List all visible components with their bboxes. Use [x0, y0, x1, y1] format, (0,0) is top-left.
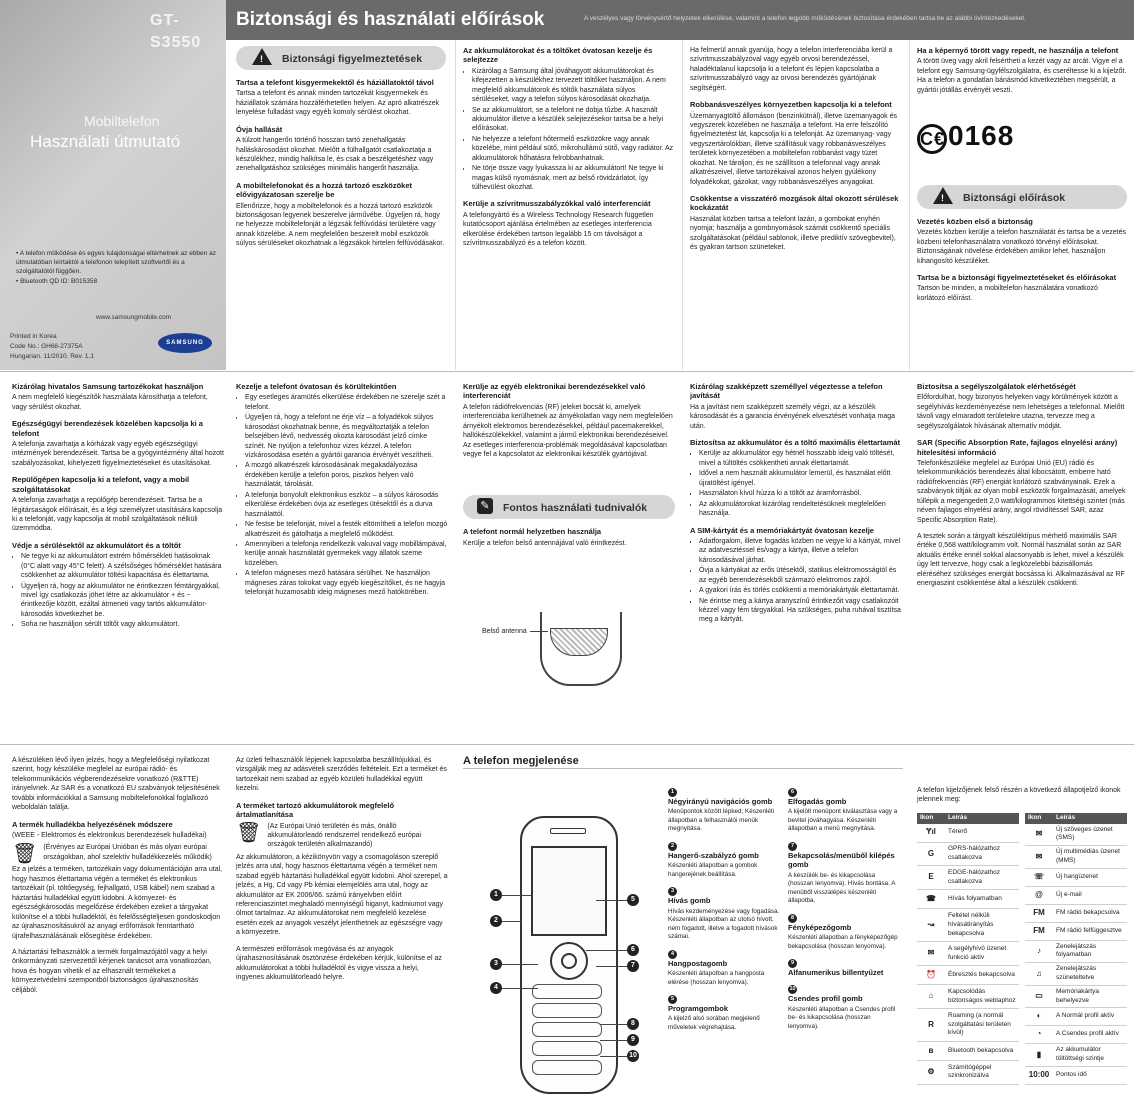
icon-description: A Normál profil aktív — [1053, 1008, 1127, 1026]
bullet-list — [690, 537, 902, 625]
section-text: Kerülje a telefon belső antennájával való érintkezést. — [463, 539, 627, 547]
section-text: Az üzleti felhasználók lépjenek kapcsolatba beszállítójukkal, és vizsgálják meg az adásvételi szerződés feltételeit. Ezt a terméket és tartozékait nem szabad az egyéb közületi hulladékkal együtt kezelni. — [236, 757, 447, 793]
callout-marker: 7 — [627, 960, 639, 972]
status-icon: @ — [1025, 886, 1053, 904]
icon-col-header: Ikon — [917, 813, 945, 824]
explosive-column — [690, 46, 902, 366]
keypad-row — [532, 984, 602, 999]
table-row — [917, 1060, 1019, 1084]
callout-marker: 6 — [627, 944, 639, 956]
section-heading: Vezetés közben első a biztonság — [917, 216, 1033, 226]
list-item: • Egy esetleges áramütés elkerülése érdekében ne szerelje szét a telefont. — [245, 393, 448, 412]
status-icon: ⌂ — [917, 985, 945, 1009]
icon-table-left — [917, 813, 1019, 1085]
table-row — [1025, 824, 1127, 846]
key-desc: Készenléti állapotban a Csendes profil be- és kikapcsolása (hosszan lenyomva). — [788, 1005, 896, 1030]
key-desc: A kijelző alsó sorában megjelenő műveletek végrehajtása. — [668, 1015, 760, 1031]
section-text: A telefonja zavarhatja a repülőgép berendezéseit. Tartsa be a légitársaságok előírásait, és a légi személyzet utasítására kapcsolja ki a telefonját, vagy kapcsolja át mobil szolgáltatások nélküli üzemmódba. — [12, 497, 223, 533]
table-row — [917, 1008, 1019, 1041]
section-heading: Védje a sérülésektől az akkumulátort és a töltőt — [12, 540, 181, 550]
icon-description: Zenelejátszás szüneteltetve — [1053, 963, 1127, 986]
section-heading: Egészségügyi berendezések közelében kapcsolja ki a telefont — [12, 419, 203, 438]
icon-description: Zenelejátszás folyamatban — [1053, 940, 1127, 963]
list-item: • Ne tegye ki az akkumulátort extrém hőmérsékleti hatásoknak (0°C alatt vagy 45°C felett). A szélsőséges hőmérséklet hatására csökkenhet az akkumulátor töltési kapacitása és élettartama. — [21, 552, 224, 580]
table-row — [1025, 846, 1127, 869]
caution-icon: ! — [933, 187, 953, 204]
section-text: A készüléken lévő ilyen jelzés, hogy a Megfelelőségi nyilatkozat szerint, hogy készüléke megfelel az európai rádió- és telekommunikációs végberendezésekre vonatkozó (R&TTE) irányelvnek. Az SAR és a vonatkozó EU szabványok teljesítésének további információkkal a Samsung mobiltelefonokkal foglalkozó weboldalán találja. — [12, 757, 220, 812]
table-row — [1025, 886, 1127, 904]
key-list-a — [668, 788, 782, 1108]
list-item: • Óvja a kártyákat az erős ütésektől, statikus elektromosságtól és az egyéb berendezésekből származó elektromos zajtól. — [699, 566, 902, 585]
status-icon: ⏰ — [917, 966, 945, 985]
divider — [0, 744, 1134, 745]
bullet-list — [690, 449, 902, 518]
warning-icon: ! — [252, 48, 272, 65]
status-icon: FM — [1025, 904, 1053, 922]
divider — [455, 40, 456, 370]
website-link[interactable]: www.samsungmobile.com — [96, 314, 172, 321]
status-icon: 10:00 — [1025, 1066, 1053, 1084]
table-row — [1025, 1044, 1127, 1067]
section-heading: Kerülje az egyéb elektronikai berendezésekkel való interferenciát — [463, 382, 646, 401]
list-item: • Használaton kívül húzza ki a töltőt az áramforrásból. — [699, 489, 902, 498]
keypad-row — [532, 1022, 602, 1037]
section-heading: Kizárólag hivatalos Samsung tartozékokat használjon — [12, 382, 204, 391]
table-row — [917, 890, 1019, 909]
section-text: Az akkumulátoron, a kézikönyvön vagy a csomagoláson szereplő jelzés arra utal, hogy hasznos élettartama végén a terméket nem szabad egyéb háztartási hulladékkal együtt kidobni. Ahol szerepel, a jelzés, a Hg, Cd vagy Pb kémiai elemjelölés arra utal, hogy az akkumulátor az EK 2006/66. számú irányelvben előírt referenciaszintet meghaladó mennyiségű higanyt, kadmiumot vagy ólmot tartalmaz. Az akkumulátorokat nem megfelelő kezelése esetén ezek az anyagok veszélyt jelenthetnek az egészségre vagy a környezetre. — [236, 853, 448, 937]
section-heading: Repülőgépen kapcsolja ki a telefont, vagy a mobil szolgáltatásokat — [12, 475, 190, 494]
icon-description: Feltétel nélküli hívásátirányítás bekapcsolva — [945, 909, 1019, 942]
key-desc: Készenléti állapotban a hangposta elérése (hosszan lenyomva). — [668, 970, 765, 986]
key-name: Programgombok — [668, 1004, 729, 1013]
callout-marker: 3 — [490, 958, 502, 970]
emergency-column — [917, 382, 1127, 738]
service-column — [690, 382, 902, 738]
list-item: • A telefonja bonyolult elektronikus eszköz – a súlyos károsodás elkerülése érdekében óvja az esetleges ütésektől és a durva használattól. — [245, 491, 448, 519]
divider — [0, 371, 1134, 372]
precautions-column — [917, 46, 1127, 366]
key-name: Fényképezőgomb — [788, 922, 852, 932]
status-icon: ♪ — [1025, 940, 1053, 963]
disposal-column — [12, 756, 224, 1110]
table-row — [1025, 940, 1127, 963]
key-name: Négyirányú navigációs gomb — [668, 797, 773, 806]
icon-description: Ébresztés bekapcsolva — [945, 966, 1019, 985]
callout-marker: 1 — [490, 889, 502, 901]
ce-mark: C€ 0168 — [917, 117, 1127, 155]
section-subtitle: (WEEE - Elektromos és elektronikus berendezések hulladékai) — [12, 832, 207, 839]
icon-description: Kapcsolódás biztonságos weblaphoz — [945, 985, 1019, 1009]
key-desc: Készenléti állapotban a gombok hangerejének beállítása. — [668, 862, 758, 878]
icon-description: Számítógéppel szinkronizálva — [945, 1060, 1019, 1084]
list-item: • Ügyeljen rá, hogy a telefont ne érje víz – a folyadékok súlyos károsodást okozhatnak benne, és megváltoztatják a telefon belsejében lévő, nedvesség okozta károsodást jelző címke színét. Ne nyúljon a telefonhoz vizes kézzel. A telefon vízkárosodása esetén a gyártói garancia érvényét veszítheti. — [245, 413, 448, 460]
status-icon: FM — [1025, 922, 1053, 940]
status-icon: G — [917, 842, 945, 866]
note-icon: ✎ — [477, 498, 493, 514]
table-row — [1025, 985, 1127, 1008]
bullet-list — [463, 67, 675, 193]
header-note: A veszélyes vagy törvénysértő helyzetek elkerülése, valamint a telefon legjobb működésének biztosítása érdekében tartsa be az alábbi óvintézkedéseket. — [584, 15, 1026, 22]
crossed-bin-icon: 🗑 — [12, 843, 38, 866]
status-icon: R — [917, 1008, 945, 1041]
status-icon: ⚙ — [917, 1060, 945, 1084]
callout-line — [586, 950, 627, 951]
accessories-column — [12, 382, 224, 738]
callout-marker: 4 — [490, 982, 502, 994]
confirm-key — [561, 953, 577, 969]
keypad-row — [532, 1041, 602, 1056]
icon-description: EDGE-hálózathoz csatlakozva — [945, 866, 1019, 890]
samsung-logo: SAMSUNG — [158, 333, 212, 353]
weee-block — [12, 843, 224, 865]
divider — [909, 40, 910, 370]
key-item — [668, 887, 782, 941]
key-item — [788, 788, 902, 834]
section-text: A telefon rádiófrekvenciás (RF) jeleket bocsát ki, amelyek interferenciába kerülhetnek az árnyékolatlan vagy nem megfelelően árnyékolt elektromos berendezésekkel, például pacemakerekkel, hallókészülékekkel, valamint a jármű elektronikai berendezéseivel. Az esetleges interferencia-problémák megoldásával kapcsolatban vegye fel a kapcsolatot az elektronikai készülék gyártójával. — [463, 403, 673, 458]
key-desc: Menüpontok között lépked; Készenléti állapotban a felhasználói menük megnyitása. — [668, 808, 775, 833]
callout-line — [596, 900, 627, 901]
list-item: • Ügyeljen rá, hogy az akkumulátor ne érintkezzen fémtárgyakkal, mivel így csatlakozás jöhet létre az akkumulátor + és − érintkezője között, ezáltal átmeneti vagy tartós akkumulátor-károsodás következhet be. — [21, 582, 224, 620]
section-note: (Az Európai Unió területén és más, önálló akkumulátorleadó rendszerrel rendelkező európai országok területén alkalmazandó) — [267, 822, 422, 849]
key-name: Hangpostagomb — [668, 958, 728, 968]
status-icon: ↝ — [917, 909, 945, 942]
warnings-box — [236, 46, 446, 70]
key-name: Hívás gomb — [668, 896, 711, 906]
section-heading: A SIM-kártyát és a memóriakártyát óvatosan kezelje — [690, 525, 874, 535]
icon-description: GPRS-hálózathoz csatlakozva — [945, 842, 1019, 866]
section-text: Ha felmerül annak gyanúja, hogy a telefon interferenciába kerül a szívritmusszabályzóval vagy egyéb orvosi berendezéssel, haladéktalanul kapcsolja ki a telefont és lépjen kapcsolatba a szívritmusszabályzó vagy az orvosi berendezés gyártójának segítségért. — [690, 47, 893, 92]
icon-col-header: Ikon — [1025, 813, 1053, 824]
list-item: • Ne festse be telefonját, mivel a festék eltömítheti a telefon mozgó alkatrészeit és gátolhatja a megfelelő működést. — [245, 520, 448, 539]
icon-description: FM rádió bekapcsolva — [1053, 904, 1127, 922]
section-text: Előfordulhat, hogy bizonyos helyeken vagy körülmények között a segélyhívás kezdeményezése nem lehetséges a telefonnal. Mielőtt távoli vagy elmaradott területekre utazna, tervezze meg a segélyszolgálatok hívásának alternatív módját. — [917, 394, 1125, 430]
key-item — [668, 995, 782, 1032]
list-item: • Ne törje össze vagy lyukassza ki az akkumulátort! Ne tegye ki magas külső nyomásnak, mert az belső rövidzárlatot, így túlhevülést okozhat. — [472, 164, 675, 192]
list-item: • Se az akkumulátort, se a telefont ne dobja tűzbe. A használt akkumulátor illetve a készülék selejtezésekor tartsa be a helyi előírásokat. — [472, 106, 675, 134]
section-heading: Biztosítsa a segélyszolgálatok elérhetőségét — [917, 382, 1076, 391]
section-text: Ha a javítást nem szakképzett személy végzi, az a készülék károsodását és a garancia érvényének elvesztését vonhatja maga után. — [690, 403, 896, 430]
callout-line — [502, 988, 538, 989]
batteries-column — [463, 46, 675, 366]
icon-description: Roaming (a normál szolgáltatási területen kívül) — [945, 1008, 1019, 1041]
keypad-row — [532, 1003, 602, 1018]
key-item — [668, 842, 782, 879]
list-item: • Soha ne használjon sérült töltőt vagy akkumulátort. — [21, 620, 224, 629]
section-heading: Kezelje a telefont óvatosan és körültekintően — [236, 382, 397, 391]
key-number: 3 — [668, 887, 677, 896]
list-item: • Kerülje az akkumulátor egy hétnél hosszabb ideig való töltését, mivel a túltöltés csökkentheti annak élettartamát. — [699, 449, 902, 468]
handling-column — [236, 382, 448, 738]
table-row — [917, 842, 1019, 866]
callout-line — [600, 1056, 627, 1057]
section-text: Használat közben tartsa a telefont lazán, a gombokat enyhén nyomja; használja a gombnyomások számát csökkentő speciális szolgáltatásokat (például sablonok, illetve prediktív szövegbevitel), és gyakran tartson szüneteket. — [690, 215, 896, 252]
table-row — [917, 942, 1019, 966]
list-item: • A mozgó alkatrészek károsodásának megakadályozása érdekében kerülje a telefon poros, piszkos helyen való használatát, tárolását. — [245, 461, 448, 489]
key-item — [668, 788, 782, 834]
key-desc: A készülék be- és kikapcsolása (hosszan lenyomva). Hívás bontása. A menüből visszalépés készenléti állapotba. — [788, 871, 896, 905]
key-item — [788, 985, 902, 1031]
section-text: A tesztek során a tárgyalt készüléktípus mérhető maximális SAR értéke 0,568 watt/kilogramm volt. Normál használat során az SAR aktuális értéke ennél sokkal alacsonyabb is lehet, mivel a készülék úgy lett tervezve, hogy csak a legközelebbi bázisállomás eléréséhez szükséges energiát bocsássa ki. Alkalmazásával az RF energiaszint csökkentése által a készülék csökkenti. — [917, 532, 1125, 588]
table-row — [917, 866, 1019, 890]
section-text: Üzemanyagtöltő állomáson (benzinkútnál), illetve üzemanyagok és vegyszerek közelében ne használja a telefont. Ha erre felszólító figyelmeztetést lát, kapcsolja ki a telefonját. Az üzemanyag- vagy vegyszertárolókban, illetve szállításuk vagy robbanásveszélyes területek környezetében a mobiltelefon robbanást vagy tüzet okozhat. Ne tároljon, és ne szállítson a telefonnal vagy annak alkatrészeivel, illetve tartozékaival azonos helyen gyúlékony folyadékokat, gázokat, vagy robbanásveszélyes anyagokat. — [690, 112, 897, 186]
cover-panel — [0, 0, 226, 370]
status-icon: ▭ — [1025, 985, 1053, 1008]
cover-title: Használati útmutató — [30, 132, 181, 151]
keypad — [532, 984, 602, 1074]
earpiece — [550, 828, 586, 834]
key-item — [668, 950, 782, 987]
list-item: • A gyakori írás és törlés csökkenti a memóriakártyák élettartamát. — [699, 586, 902, 595]
section-heading: A mobiltelefonokat és a hozzá tartozó eszközöket elővigyázatosan szerelje be — [236, 180, 413, 200]
section-heading: SAR (Specific Absorption Rate, fajlagos elnyelési arány) hitelesítési információ — [917, 438, 1118, 457]
crossed-bin-icon: 🗑 — [236, 821, 262, 844]
battery-bin-block — [236, 822, 448, 853]
icon-table-right — [1025, 813, 1127, 1085]
key-number: 7 — [788, 842, 797, 851]
desc-col-header: Leírás — [1053, 813, 1127, 824]
callout-marker: 8 — [627, 1018, 639, 1030]
icon-description: Pontos idő — [1053, 1066, 1127, 1084]
warnings-column — [236, 46, 446, 366]
status-icon: ◔ — [1025, 1026, 1053, 1044]
callout-marker: 10 — [627, 1050, 639, 1062]
key-name: Hangerő-szabályzó gomb — [668, 850, 759, 860]
antenna-label: Belső antenna — [482, 628, 527, 635]
status-icon: ʙ — [917, 1041, 945, 1060]
main-title: Biztonsági és használati előírások — [236, 9, 545, 30]
list-item: • Ne érintse meg a kártya aranyszínű érintkezőit vagy csatlakozóit kézzel vagy fém tárgyakkal. Ha szükséges, puha ruhával tisztítsa meg a kártyát. — [699, 597, 902, 625]
battery-disposal-column — [236, 756, 448, 1110]
list-item: • A telefon mágneses mező hatására sérülhet. Ne használjon mágneses záras tokokat vagy egyéb kiegészítőket, és ne hagyja telefonját huzamosabb ideig mágneses mező hatókörében. — [245, 569, 448, 597]
callout-line — [502, 921, 522, 922]
section-text: A telefonja zavarhatja a kórházak vagy egyéb egészségügyi intézmények berendezéseit. Tartsa be a gyógyintézmény által hozott szabályozásokat, kihelyezett figyelmeztetéseket és utasításokat. — [12, 441, 224, 467]
section-text: A túlzott hangerőn történő hosszan tartó zenehallgatás halláskárosodást okozhat. Mielőtt a fülhallgatót csatlakoztatja a készülékhez, mindig halkítsa le, és csak a beszélgetéshez vagy zenehallgatáshoz szükséges minimális hangerőt használja. — [236, 137, 434, 173]
usage-box — [463, 495, 675, 519]
status-icon: ✉ — [917, 942, 945, 966]
table-row — [1025, 922, 1127, 940]
section-heading: Tartsa be a biztonsági figyelmeztetéseket és előírásokat — [917, 273, 1117, 283]
usage-box-title: Fontos használati tudnivalók — [503, 502, 648, 515]
section-text: A törött üveg vagy akril felsértheti a kezét vagy az arcát. Vigye el a telefont egy Samsung-ügyfélszolgálatra, és cseréltesse ki a kijelzőt. Ha a telefon a gondatlan bánásmód következtében megsérült, a gyártói jótállás érvényét veszti. — [917, 58, 1127, 94]
section-text: Telefonkészüléke megfelel az Európai Unió (EU) rádió és telekommunikációs berendezés által kibocsátott, emberre ható rádiófrekvenciás (RF) energiát korlátozó szabványainak. Ezek a szabványok tiltják az olyan mobil eszközök forgalmazását, amelyek túllépik a megengedett 2,0 watt/kilogrammos kitettségi szintet (más néven fajlagos elnyelési arány, angol rövidítéssel SAR, azaz Specific Absorption Rate). — [917, 459, 1126, 524]
layout-title: A telefon megjelenése — [463, 755, 579, 767]
callout-line — [502, 895, 532, 896]
section-heading: Kizárólag szakképzett személlyel végeztesse a telefon javítását — [690, 382, 883, 401]
warnings-box-title: Biztonsági figyelmeztetések — [282, 53, 423, 65]
table-row — [1025, 904, 1127, 922]
table-row — [917, 966, 1019, 985]
icon-description: Az akkumulátor töltöttségi szintje — [1053, 1044, 1127, 1067]
cover-note: • A telefon működése és egyes tulajdonságai eltérhetnek az ebben az útmutatóban leírtaktól a telefonon telepített szoftvertől és a szolgáltatótól függően. — [16, 250, 216, 275]
section-heading: Kerülje a szívritmusszabályzókkal való interferenciát — [463, 199, 651, 209]
list-item: • Adatforgalom, illetve fogadás közben ne vegye ki a kártyát, mivel az adatvesztéssel és/vagy a kártya, illetve a telefon károsodásával járhat. — [699, 537, 902, 565]
status-icon: ☎ — [917, 890, 945, 909]
key-name: Elfogadás gomb — [788, 797, 847, 806]
phone-illustration — [520, 816, 616, 1092]
icon-description: Bluetooth bekapcsolva — [945, 1041, 1019, 1060]
icon-description: Memóriakártya behelyezve — [1053, 985, 1127, 1008]
section-text: Tartson be minden, a mobiltelefon használatára vonatkozó korlátozó előírást. — [917, 285, 1098, 302]
section-text: A háztartási felhasználók a termék forgalmazójától vagy a helyi önkormányzati szervezettől kérjenek tanácsot arra vonatkozóan, hova és hogyan vihetik el az elhasznált termékeket a környezetvédelmi szempontból biztonságos újrahasznosítás céljából. — [12, 948, 212, 994]
section-text: A nem megfelelő kiegészítők használata károsíthatja a telefont, vagy sérülést okozhat. — [12, 394, 208, 411]
callout-line — [600, 1040, 627, 1041]
section-heading: Biztosítsa az akkumulátor és a töltő maximális élettartamát — [690, 438, 901, 448]
callout-line — [596, 966, 627, 967]
table-row — [917, 985, 1019, 1009]
key-item — [788, 842, 902, 906]
key-name: Bekapcsolás/menüből kilépés gomb — [788, 850, 895, 870]
status-icon: ◐ — [1025, 1008, 1053, 1026]
section-heading: A termék hulladékba helyezésének módszere — [12, 819, 173, 829]
status-icon: ✉ — [1025, 846, 1053, 869]
antenna-illustration — [540, 612, 620, 686]
section-heading: Csökkentse a visszatérő mozgások által okozott sérülések kockázatát — [690, 194, 899, 213]
desc-col-header: Leírás — [945, 813, 1019, 824]
icon-description: Új szöveges üzenet (SMS) — [1053, 824, 1127, 846]
status-icon: ☏ — [1025, 868, 1053, 886]
icons-intro: A telefon kijelzőjének felső részén a következő állapotjelző ikonok jelennek meg: — [917, 787, 1121, 804]
section-heading: Az akkumulátorokat és a töltőket óvatosan kezelje és selejtezze — [463, 46, 653, 65]
section-text: A telefongyártó és a Wireless Technology Research független kutatócsoport ajánlása értelmében az esetleges interferencia elkerülése érdekében tartson legalább 15 cm távolságot a szívritmusszabályzó és a telefon között. — [463, 211, 654, 248]
cover-notes — [16, 250, 216, 289]
list-item: • Kizárólag a Samsung által jóváhagyott akkumulátorokat és kifejezetten a készülékhez tervezett töltőket használjon. A nem megfelelő akkumulátorok és töltők használata súlyos sérüléseket, vagy a telefon súlyos károsodását okozhatja. — [472, 67, 675, 105]
list-item: • Amennyiben a telefonja rendelkezik vakuval vagy mobillámpával, kerülje annak használatát gyermekek vagy állatok szeme közelében. — [245, 540, 448, 568]
icon-description: A segélyhívó üzenet funkció aktív — [945, 942, 1019, 966]
bullet-list — [12, 552, 224, 630]
ce-icon: C€ — [917, 124, 947, 154]
table-row — [917, 824, 1019, 842]
table-row — [917, 1041, 1019, 1060]
section-heading: Tartsa a telefont kisgyermekektől és háziállatoktól távol — [236, 78, 434, 87]
section-text: Vezetés közben kerülje a telefon használatát és tartsa be a vezetés közbeni telefonhasználatra vonatkozó törvényi előírásokat. Biztonságának növelése érdekében amikor lehet, használjon kihangosító készüléket. — [917, 229, 1126, 265]
section-heading: A terméket tartozó akkumulátorok megfelelő ártalmatlanítása — [236, 800, 395, 820]
section-note: (Érvényes az Európai Unióban és más olyan európai országokban, ahol szelektív hulladékkezelés működik) — [43, 844, 212, 861]
key-number: 4 — [668, 950, 677, 959]
icon-description: Térerő — [945, 824, 1019, 842]
key-item — [788, 959, 902, 977]
section-heading: Robbanásveszélyes környezetben kapcsolja ki a telefont — [690, 100, 892, 110]
key-number: 9 — [788, 959, 797, 968]
list-item: • Idővel a nem használt akkumulátor lemerül, és használat előtt újratöltést igényel. — [699, 469, 902, 488]
table-row — [1025, 1066, 1127, 1084]
divider — [682, 40, 683, 370]
precautions-box-title: Biztonsági előírások — [963, 191, 1066, 204]
key-number: 5 — [668, 995, 677, 1004]
callout-marker: 9 — [627, 1034, 639, 1046]
divider — [463, 768, 903, 769]
key-desc: Készenléti állapotban a fényképezőgép bekapcsolása (hosszan lenyomva). — [788, 934, 898, 950]
section-text: Ez a jelzés a terméken, tartozékain vagy dokumentációján arra utal, hogy hasznos élettartama végén a terméket és elektronikus tartozékait (pl. töltőegység, fejhallgató, USB kábel) nem szabad a háztartási hulladékkal együtt kidobni. A környezet- és egészségkárosodás megelőzése érdekében ezeket a tárgyakat különítse el a többi hulladéktól, és felelősségteljesen gondoskodjon az újrahasznosításukról az anyagi erőforrások fenntartható újrafelhasználásának elősegítése érdekében. — [12, 866, 223, 940]
status-icon: E — [917, 866, 945, 890]
bullet-list — [236, 393, 448, 597]
section-heading: Óvja hallását — [236, 124, 283, 134]
key-name: Alfanumerikus billentyűzet — [788, 968, 884, 977]
status-icon: ▮ — [1025, 1044, 1053, 1067]
icons-column — [917, 786, 1127, 1112]
callout-marker: 2 — [490, 915, 502, 927]
section-text: Ellenőrizze, hogy a mobiltelefonok és a hozzá tartozó eszközök biztonságosan legyenek beszerelve járművébe. Ügyeljen rá, hogy ne helyezze mobiltelefonját a légzsák felfúvódási területére vagy annak közelébe. A nem megfelelően beszerelt mobil eszközök súlyos sérüléseket okozhatnak a légzsákok hirtelen felfúvódásakor. — [236, 202, 445, 248]
key-number: 1 — [668, 788, 677, 797]
key-number: 8 — [788, 914, 797, 923]
section-heading: Ha a képernyő törött vagy repedt, ne használja a telefont — [917, 46, 1119, 55]
cover-note: • Bluetooth QD ID: B015358 — [16, 278, 98, 286]
icon-description: FM rádió felfüggesztve — [1053, 922, 1127, 940]
key-number: 2 — [668, 842, 677, 851]
table-row — [1025, 963, 1127, 986]
list-item: • Az akkumulátorokat kizárólag rendeltetésüknek megfelelően használja. — [699, 500, 902, 519]
icon-description: Új e-mail — [1053, 886, 1127, 904]
callout-marker: 5 — [627, 894, 639, 906]
icon-tables — [917, 813, 1127, 1085]
model-number: GT-S3550 — [150, 12, 202, 51]
cover-subtitle: Mobiltelefon — [84, 113, 160, 129]
key-list-b — [788, 788, 902, 1108]
icon-description: Új multimédiás üzenet (MMS) — [1053, 846, 1127, 869]
status-icon: ✉ — [1025, 824, 1053, 846]
table-row — [1025, 1008, 1127, 1026]
status-icon: ♫ — [1025, 963, 1053, 986]
key-name: Csendes profil gomb — [788, 994, 863, 1004]
callout-line — [600, 1024, 627, 1025]
section-text: A természeti erőforrások megóvása és az anyagok újrahasznosításának ösztönzése érdekében kérjük, különítse el az akkumulátorokat a többi hulladéktól és vigye vissza a helyi, ingyenes akkumulátorleadó helyre. — [236, 945, 442, 982]
key-desc: Hívás kezdeményezése vagy fogadása. Készenléti állapotban az utolsó hívott, nem fogadott, illetve a fogadott hívások számai. — [668, 907, 780, 941]
section-heading: A telefont normál helyzetben használja — [463, 527, 602, 537]
callout-line — [502, 964, 538, 965]
table-row — [1025, 1026, 1127, 1044]
key-desc: A kijelölt menüpont kiválasztása vagy a bevitel jóváhagyása. Készenléti állapotban a menü megnyitása. — [788, 808, 898, 833]
status-icon: Ɏıl — [917, 824, 945, 842]
key-item — [788, 914, 902, 951]
table-row — [917, 909, 1019, 942]
table-row — [1025, 868, 1127, 886]
section-text: Tartsa a telefont és annak minden tartozékát kisgyermekek és háziállatok számára hozzáférhetetlen helyen. Az apró alkatrészek lenyelése fulladást vagy egyéb komoly sérülést okozhat. — [236, 90, 440, 117]
icon-description: A Csendes profil aktív — [1053, 1026, 1127, 1044]
print-info: Printed in Korea Code No.: GH68-27375A Hungarian. 11/2010. Rev. 1.1 — [10, 333, 94, 360]
precautions-box — [917, 185, 1127, 209]
phone-screen — [531, 846, 607, 936]
icon-description: Hívás folyamatban — [945, 890, 1019, 909]
key-number: 6 — [788, 788, 797, 797]
key-number: 10 — [789, 986, 796, 993]
keypad-row — [532, 1060, 602, 1075]
icon-description: Új hangüzenet — [1053, 868, 1127, 886]
list-item: • Ne helyezze a telefont hőtermelő eszközökre vagy annak közelébe, mint például sütő, mikrohullámú sütő, vagy radiátor. Az akkumulátorok hőhatásra felrobbanhatnak. — [472, 135, 675, 163]
